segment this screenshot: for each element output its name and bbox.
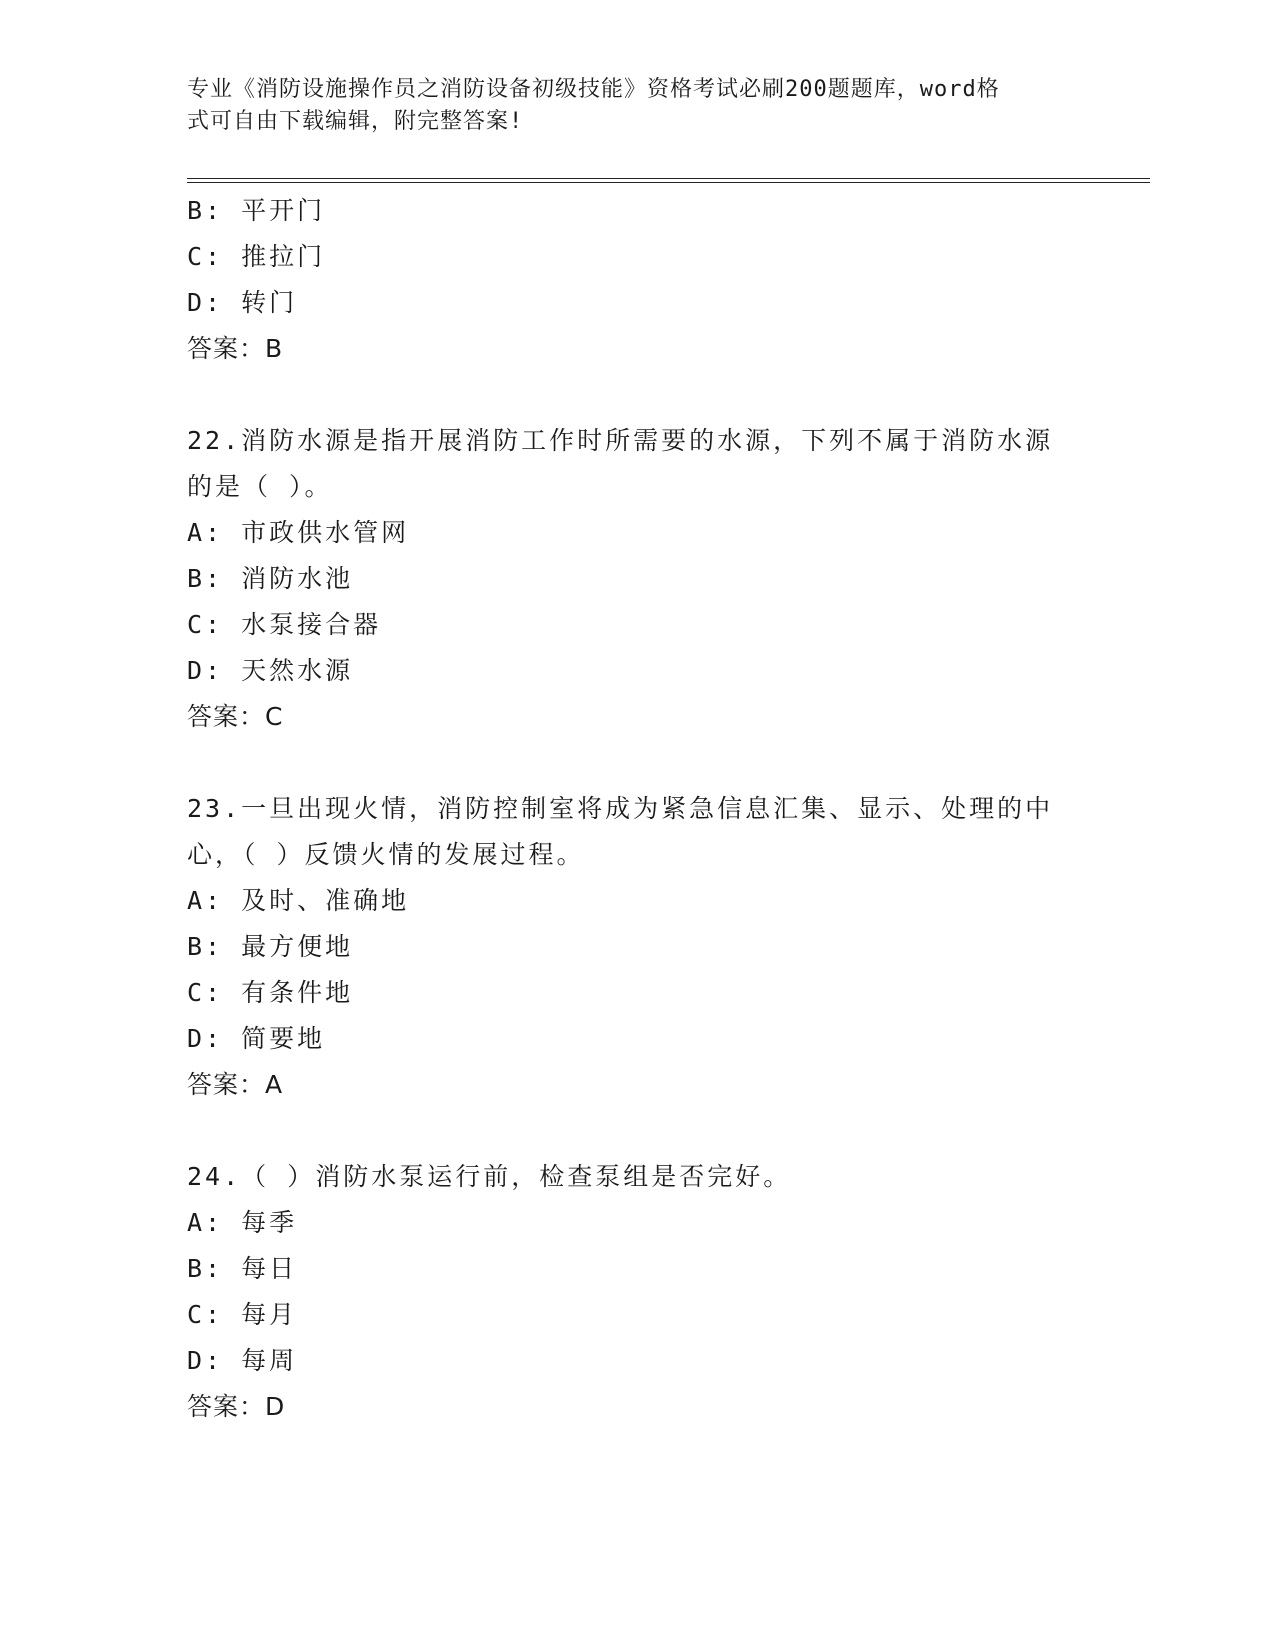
answer: 答案：A bbox=[187, 1070, 284, 1099]
question-stem: 23.一旦出现火情，消防控制室将成为紧急信息汇集、显示、处理的中 bbox=[187, 794, 1054, 823]
option-d: D: 天然水源 bbox=[187, 656, 354, 685]
option-a: A: 每季 bbox=[187, 1208, 298, 1237]
question-24 bbox=[187, 1154, 1087, 1430]
question-stem-cont: 的是（ ）。 bbox=[187, 472, 333, 501]
option-c: C: 有条件地 bbox=[187, 978, 354, 1007]
option-c: C: 每月 bbox=[187, 1300, 298, 1329]
question-stem: 22.消防水源是指开展消防工作时所需要的水源，下列不属于消防水源 bbox=[187, 426, 1054, 455]
question-stem: 24.（ ）消防水泵运行前，检查泵组是否完好。 bbox=[187, 1162, 792, 1191]
option-c: C: 推拉门 bbox=[187, 242, 326, 271]
answer: 答案：D bbox=[187, 1392, 286, 1421]
question-stem-cont: 心，（ ）反馈火情的发展过程。 bbox=[187, 840, 585, 869]
option-b: B: 平开门 bbox=[187, 196, 326, 225]
question-list bbox=[187, 188, 1087, 1430]
option-d: D: 每周 bbox=[187, 1346, 298, 1375]
question-22 bbox=[187, 418, 1087, 740]
option-a: A: 市政供水管网 bbox=[187, 518, 410, 547]
option-d: D: 转门 bbox=[187, 288, 298, 317]
option-a: A: 及时、准确地 bbox=[187, 886, 410, 915]
header-divider bbox=[187, 178, 1150, 183]
header-line-2: 式可自由下载编辑，附完整答案! bbox=[187, 109, 524, 134]
answer: 答案：B bbox=[187, 334, 284, 363]
document-header bbox=[187, 74, 1067, 138]
question-21 bbox=[187, 188, 1087, 372]
option-c: C: 水泵接合器 bbox=[187, 610, 382, 639]
answer: 答案：C bbox=[187, 702, 284, 731]
option-b: B: 每日 bbox=[187, 1254, 298, 1283]
option-b: B: 消防水池 bbox=[187, 564, 354, 593]
option-d: D: 简要地 bbox=[187, 1024, 326, 1053]
question-23 bbox=[187, 786, 1087, 1108]
header-line-1: 专业《消防设施操作员之消防设备初级技能》资格考试必刷200题题库，word格 bbox=[187, 77, 1000, 102]
option-b: B: 最方便地 bbox=[187, 932, 354, 961]
